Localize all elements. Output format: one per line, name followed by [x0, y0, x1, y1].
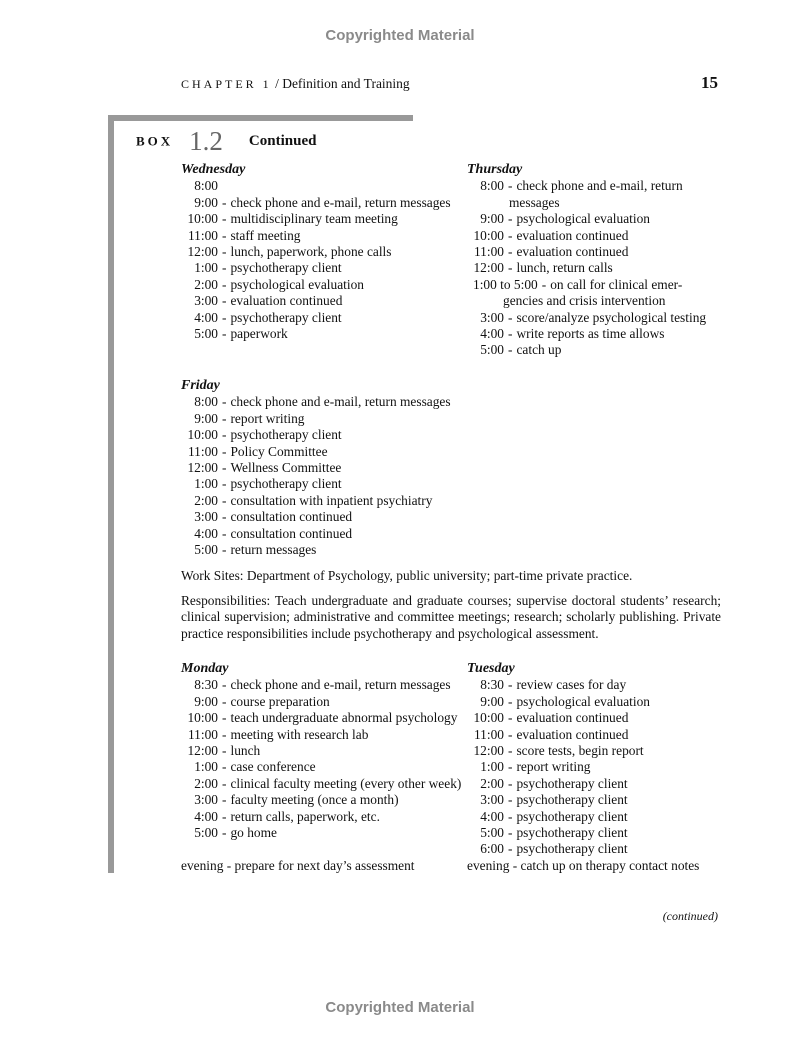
entry-time: 9:00 [480, 211, 504, 227]
chapter-title: / Definition and Training [271, 76, 410, 91]
schedule-entry [467, 792, 650, 808]
day-name: Friday [181, 378, 220, 393]
schedule-entry [181, 260, 451, 276]
entry-time: 11:00 [473, 244, 504, 260]
day-name: Monday [181, 661, 229, 676]
day-name: Wednesday [181, 162, 246, 177]
chapter-label: CHAPTER 1 [181, 77, 272, 91]
copyright-watermark-bottom: Copyrighted Material [325, 999, 475, 1016]
entry-time: 9:00 [194, 693, 218, 709]
entry-time: 2:00 [194, 775, 218, 791]
entry-time: 3:00 [194, 792, 218, 808]
entry-time: 4:00 [194, 808, 218, 824]
entry-separator: - [508, 326, 513, 342]
entry-separator: - [222, 542, 227, 558]
schedule-entry [181, 809, 461, 825]
entry-activity: paperwork [230, 326, 288, 342]
page-number: 15 [701, 73, 718, 92]
day-name: Tuesday [467, 661, 515, 676]
box-top-rule [108, 115, 413, 121]
entry-separator: - [222, 410, 227, 426]
entry-activity: Policy Committee [230, 443, 328, 459]
entry-separator: - [508, 841, 513, 857]
entry-activity: faculty meeting (once a month) [230, 792, 399, 808]
schedule-entry [181, 427, 451, 443]
entry-separator: - [222, 710, 227, 726]
entry-activity: evaluation continued [516, 710, 629, 726]
entry-separator: - [508, 726, 513, 742]
entry-activity: meeting with research lab [230, 726, 369, 742]
schedule-entry [181, 460, 451, 476]
entry-separator: - [222, 808, 227, 824]
schedule-entry [181, 776, 461, 792]
entry-time: 5:00 [480, 825, 504, 841]
entry-activity: check phone and e-mail, return messages [230, 394, 451, 410]
entry-separator: - [222, 227, 227, 243]
entry-time: 10:00 [187, 710, 218, 726]
day-schedule-monday [181, 661, 461, 841]
entry-separator: - [508, 260, 513, 276]
entry-time: 10:00 [187, 211, 218, 227]
entry-separator: - [508, 825, 513, 841]
entry-activity: clinical faculty meeting (every other week) [230, 775, 462, 791]
entry-time: 4:00 [480, 326, 504, 342]
entry-time: 10:00 [473, 710, 504, 726]
entry-separator: - [508, 244, 513, 260]
entry-activity: evaluation continued [230, 293, 343, 309]
work-sites-paragraph: Work Sites: Department of Psychology, public university; part-time private practice. [181, 568, 633, 583]
day-schedule-tuesday [467, 661, 650, 858]
schedule-entry [181, 277, 451, 293]
entry-time: 3:00 [480, 309, 504, 325]
entry-activity: on call for clinical emer- [550, 276, 683, 292]
box-number: 1.2 [189, 126, 223, 156]
day-schedule-thursday [467, 162, 706, 359]
schedule-entry [181, 394, 451, 410]
entry-activity: psychological evaluation [516, 211, 650, 227]
schedule-entry [181, 694, 461, 710]
entry-time: 8:00 [194, 178, 218, 194]
entry-activity: check phone and e-mail, return messages [230, 194, 451, 210]
entry-separator: - [508, 178, 513, 194]
entry-activity: course preparation [230, 693, 330, 709]
entry-time: 12:00 [473, 743, 504, 759]
entry-time: 3:00 [480, 792, 504, 808]
entry-activity: write reports as time allows [516, 326, 665, 342]
entry-activity: review cases for day [516, 677, 627, 693]
entry-activity: check phone and e-mail, return messages [230, 677, 451, 693]
entry-activity: psychotherapy client [516, 808, 628, 824]
entry-activity: lunch, return calls [516, 260, 613, 276]
entry-time: 2:00 [194, 276, 218, 292]
entry-separator: - [222, 775, 227, 791]
schedule-entry [467, 178, 706, 194]
entry-activity: report writing [516, 759, 591, 775]
entry-separator: - [222, 792, 227, 808]
entry-activity: psychotherapy client [516, 825, 628, 841]
entry-time: 3:00 [194, 293, 218, 309]
schedule-entry [467, 260, 706, 276]
schedule-entry [467, 841, 650, 857]
entry-activity: return messages [230, 542, 317, 558]
entry-separator: - [222, 525, 227, 541]
entry-separator: - [508, 759, 513, 775]
box-word: BOX [136, 133, 174, 149]
entry-time: 4:00 [194, 309, 218, 325]
entry-time: 9:00 [194, 194, 218, 210]
schedule-entry [181, 411, 451, 427]
entry-time: 12:00 [473, 260, 504, 276]
entry-activity: check phone and e-mail, return [516, 178, 683, 194]
day-name: Thursday [467, 162, 523, 177]
entry-activity: psychotherapy client [516, 792, 628, 808]
entry-separator: - [541, 276, 547, 292]
entry-separator: - [222, 244, 227, 260]
entry-time: 9:00 [194, 410, 218, 426]
entry-time: 12:00 [187, 460, 218, 476]
schedule-entry [181, 326, 451, 342]
day-schedule-friday [181, 378, 451, 558]
entry-time: 10:00 [473, 227, 504, 243]
entry-separator: - [222, 276, 227, 292]
entry-separator: - [222, 326, 227, 342]
entry-activity: consultation continued [230, 525, 353, 541]
entry-time: 10:00 [187, 427, 218, 443]
schedule-entry [181, 211, 451, 227]
schedule-entry [467, 776, 650, 792]
entry-separator: - [222, 476, 227, 492]
schedule-entry [467, 244, 706, 260]
entry-activity: Wellness Committee [230, 460, 342, 476]
entry-activity: consultation with inpatient psychiatry [230, 492, 433, 508]
entry-time: 9:00 [480, 693, 504, 709]
schedule-entry [181, 195, 451, 211]
entry-separator: - [508, 677, 513, 693]
schedule-entry [181, 542, 451, 558]
schedule-entry [181, 178, 451, 194]
entry-time: 11:00 [187, 443, 218, 459]
entry-activity: psychotherapy client [230, 427, 342, 443]
entry-separator: - [222, 726, 227, 742]
entry-separator: - [222, 293, 227, 309]
entry-activity: psychotherapy client [516, 775, 628, 791]
box-subtitle: Continued [248, 133, 317, 149]
schedule-entry [467, 809, 650, 825]
entry-time: 8:00 [480, 178, 504, 194]
entry-activity: case conference [230, 759, 316, 775]
entry-time: 3:00 [194, 509, 218, 525]
entry-time: 8:30 [480, 677, 504, 693]
entry-separator: - [222, 309, 227, 325]
entry-time: 11:00 [187, 726, 218, 742]
entry-activity-continuation: messages [509, 194, 560, 210]
box-left-rule [108, 115, 114, 873]
entry-separator: - [222, 260, 227, 276]
entry-activity: psychotherapy client [230, 476, 342, 492]
entry-activity: psychotherapy client [230, 260, 342, 276]
entry-separator: - [222, 693, 227, 709]
entry-time: 5:00 [194, 542, 218, 558]
schedule-entry [181, 244, 451, 260]
entry-time: 11:00 [187, 227, 218, 243]
entry-time: 4:00 [480, 808, 504, 824]
entry-separator: - [508, 710, 513, 726]
entry-separator: - [508, 792, 513, 808]
entry-time: 1:00 [194, 759, 218, 775]
tuesday-evening-note: evening - catch up on therapy contact notes [467, 858, 700, 873]
entry-separator: - [508, 342, 513, 358]
entry-time: 2:00 [480, 775, 504, 791]
schedule-entry [467, 825, 650, 841]
entry-activity: lunch [230, 743, 261, 759]
schedule-entry [467, 211, 706, 227]
entry-time: 5:00 [480, 342, 504, 358]
schedule-entry [467, 759, 650, 775]
schedule-entry [467, 228, 706, 244]
entry-time: 1:00 [194, 260, 218, 276]
schedule-entry [181, 444, 451, 460]
schedule-entry [467, 743, 650, 759]
schedule-entry [467, 694, 650, 710]
schedule-entry [467, 342, 706, 358]
entry-separator: - [222, 211, 227, 227]
schedule-entry [181, 825, 461, 841]
schedule-entry [181, 476, 451, 492]
entry-activity: multidisciplinary team meeting [230, 211, 398, 227]
schedule-entry [181, 293, 451, 309]
entry-separator: - [222, 743, 227, 759]
entry-time: 5:00 [194, 825, 218, 841]
entry-time: 1:00 [194, 476, 218, 492]
entry-separator: - [222, 509, 227, 525]
schedule-entry [467, 710, 650, 726]
entry-activity: lunch, paperwork, phone calls [230, 244, 392, 260]
entry-activity: go home [230, 825, 277, 841]
schedule-entry [181, 493, 451, 509]
schedule-entry [181, 743, 461, 759]
entry-activity-continuation: gencies and crisis intervention [503, 293, 666, 309]
entry-time: 4:00 [194, 525, 218, 541]
entry-separator: - [222, 759, 227, 775]
entry-separator: - [508, 775, 513, 791]
schedule-entry [467, 310, 706, 326]
entry-separator: - [222, 460, 227, 476]
monday-evening-note: evening - prepare for next day’s assessment [181, 858, 415, 873]
entry-activity: score/analyze psychological testing [516, 309, 707, 325]
schedule-entry [181, 509, 451, 525]
entry-separator: - [508, 211, 513, 227]
entry-separator: - [508, 309, 513, 325]
schedule-entry [181, 727, 461, 743]
entry-time: 1:00 [480, 759, 504, 775]
entry-activity: psychotherapy client [230, 309, 342, 325]
entry-separator: - [222, 492, 227, 508]
running-head [181, 76, 410, 92]
entry-time: 11:00 [473, 726, 504, 742]
schedule-entry [467, 727, 650, 743]
entry-separator: - [222, 427, 227, 443]
schedule-entry [467, 277, 706, 293]
responsibilities-paragraph: Responsibilities: Teach undergraduate and graduate courses; supervise doctoral students’ research; clinical supervision; administrative and committee meetings; research; scholarly publishing. Private practice responsibilities include psychotherapy and psychological assessment. [181, 593, 721, 641]
schedule-entry [181, 759, 461, 775]
continued-note: (continued) [662, 909, 718, 923]
entry-time: 1:00 to 5:00 [473, 276, 538, 292]
schedule-entry [181, 228, 451, 244]
schedule-entry [181, 710, 461, 726]
entry-activity: staff meeting [230, 227, 301, 243]
schedule-entry [181, 792, 461, 808]
schedule-entry [181, 526, 451, 542]
schedule-entry [181, 310, 451, 326]
entry-time: 12:00 [187, 244, 218, 260]
entry-separator: - [508, 743, 513, 759]
entry-separator: - [222, 194, 227, 210]
entry-separator: - [508, 808, 513, 824]
entry-activity: evaluation continued [516, 227, 629, 243]
entry-time: 5:00 [194, 326, 218, 342]
entry-activity: psychotherapy client [516, 841, 628, 857]
entry-time: 8:00 [194, 394, 218, 410]
entry-separator: - [508, 227, 513, 243]
entry-separator: - [222, 677, 227, 693]
schedule-entry [467, 677, 650, 693]
entry-activity: consultation continued [230, 509, 353, 525]
schedule-entry [467, 326, 706, 342]
entry-activity: report writing [230, 410, 305, 426]
entry-activity: teach undergraduate abnormal psychology [230, 710, 458, 726]
entry-activity: return calls, paperwork, etc. [230, 808, 380, 824]
entry-time: 8:30 [194, 677, 218, 693]
entry-activity: evaluation continued [516, 726, 629, 742]
day-schedule-wednesday [181, 162, 451, 342]
entry-separator: - [508, 693, 513, 709]
box-heading [136, 126, 316, 157]
entry-separator: - [222, 443, 227, 459]
entry-activity: score tests, begin report [516, 743, 644, 759]
entry-time: 2:00 [194, 492, 218, 508]
copyright-watermark-top: Copyrighted Material [325, 27, 475, 44]
entry-separator: - [222, 394, 227, 410]
entry-activity: evaluation continued [516, 244, 629, 260]
entry-activity: catch up [516, 342, 562, 358]
schedule-entry [181, 677, 461, 693]
entry-activity: psychological evaluation [230, 276, 364, 292]
entry-separator: - [222, 825, 227, 841]
entry-time: 12:00 [187, 743, 218, 759]
entry-time: 6:00 [480, 841, 504, 857]
entry-activity: psychological evaluation [516, 693, 650, 709]
